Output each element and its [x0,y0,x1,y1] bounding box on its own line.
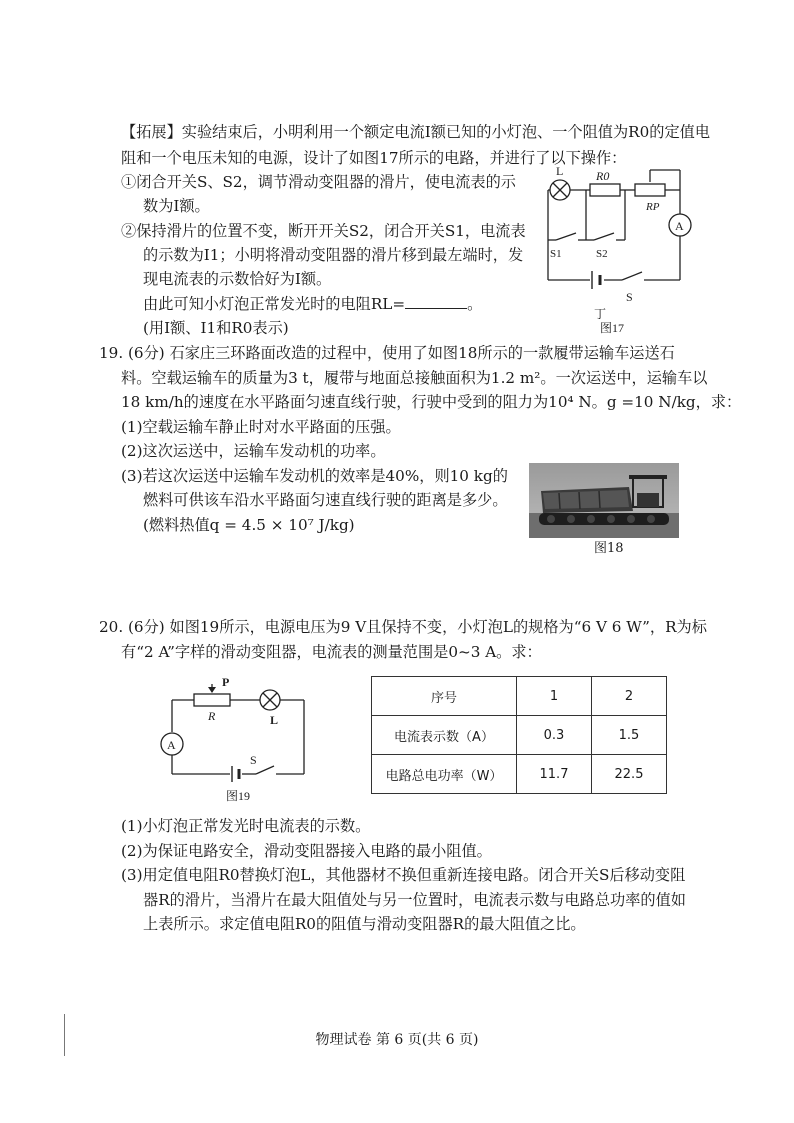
extension-step-1: ①闭合开关S、S2，调节滑动变阻器的滑片，使电流表的示 [121,173,516,191]
q20-data-table [371,676,667,794]
extension-step-2-cont-2: 现电流表的示数恰好为I额。 [143,270,332,288]
fig18-caption: 图18 [594,541,624,556]
extension-step-2: ②保持滑片的位置不变，断开开关S2，闭合开关S1，电流表 [121,222,526,240]
table-cell: 电路总电功率（W） [372,755,517,794]
conclusion-text: 由此可知小灯泡正常发光时的电阻RL= [143,295,406,313]
extension-hint: (用I额、I1和R0表示) [143,319,289,337]
rp-resistor [635,184,665,196]
table-header-cell: 2 [592,677,667,716]
table-header-cell: 1 [517,677,592,716]
fig17-label-rp: RP [646,201,660,213]
extension-line-2: 阻和一个电压未知的电源，设计了如图17所示的电路，并进行了以下操作： [121,149,627,167]
fig19-label-l: L [270,713,279,727]
fig17-label-s: S [626,290,633,304]
table-cell: 1.5 [592,716,667,755]
table-cell: 22.5 [592,755,667,794]
table-row [372,755,667,794]
q19-line-1: 19. (6分) 石家庄三环路面改造的过程中，使用了如图18所示的一款履带运输车运送石 [99,344,675,362]
fig19-label-a: A [167,738,176,752]
extension-conclusion [143,294,482,314]
fig17-caption: 图17 [600,321,625,335]
table-header-cell: 序号 [372,677,517,716]
table-cell: 0.3 [517,716,592,755]
conclusion-end: 。 [467,295,483,313]
q20-part-3-cont-2: 上表所示。求定值电阻R0的阻值与滑动变阻器R的最大阻值之比。 [143,915,586,933]
q20-line-1: 20. (6分) 如图19所示，电源电压为9 V且保持不变，小灯泡L的规格为“6 V 6 W”，R为标 [99,618,707,636]
q19-part-3-cont: 燃料可供该车沿水平路面匀速直线行驶的距离是多少。 [143,491,508,509]
q20-part-3: (3)用定值电阻R0替换灯泡L，其他器材不换但重新连接电路。闭合开关S后移动变阻 [121,866,686,884]
page-footer: 物理试卷 第 6 页(共 6 页) [315,1032,479,1048]
fig17-label-a: A [675,219,684,233]
figure-18-truck-photo [529,463,679,538]
table-header-row [372,677,667,716]
q19-heat-value: (燃料热值q = 4.5 × 10⁷ J/kg) [143,516,355,534]
fig19-label-s: S [250,753,257,767]
q19-line-3: 18 km/h的速度在水平路面匀速直线行驶，行驶中受到的阻力为10⁴ N。g =10 N/kg，求： [121,393,742,411]
extension-line-1: 【拓展】实验结束后，小明利用一个额定电流I额已知的小灯泡、一个阻值为R0的定值电 [121,123,711,141]
figure-17-circuit [530,160,700,340]
q19-part-3: (3)若这次运送中运输车发动机的效率是40%，则10 kg的 [121,467,508,485]
fig19-label-p: P [222,675,230,689]
q19-line-2: 料。空载运输车的质量为3 t，履带与地面总接触面积为1.2 m²。一次运送中，运输车以 [121,369,708,387]
q19-part-1: (1)空载运输车静止时对水平路面的压强。 [121,418,401,436]
table-row [372,716,667,755]
table-cell: 11.7 [517,755,592,794]
figure-19-circuit [150,672,310,807]
fig19-label-r: R [208,709,216,723]
q20-part-1: (1)小灯泡正常发光时电流表的示数。 [121,817,371,835]
answer-blank[interactable] [405,294,467,309]
fig19-caption: 图19 [226,789,251,803]
extension-step-2-cont-1: 的示数为I1；小明将滑动变阻器的滑片移到最左端时，发 [143,246,524,264]
fig17-label-s1: S1 [550,248,562,260]
q20-part-2: (2)为保证电路安全，滑动变阻器接入电路的最小阻值。 [121,842,492,860]
fig17-sublabel: 丁 [594,307,607,321]
table-cell: 电流表示数（A） [372,716,517,755]
r0-resistor [590,184,620,196]
q19-part-2: (2)这次运送中，运输车发动机的功率。 [121,442,386,460]
extension-step-1-cont: 数为I额。 [143,197,210,215]
q20-line-2: 有“2 A”字样的滑动变阻器，电流表的测量范围是0~3 A。求： [121,643,542,661]
rheostat-r [194,694,230,706]
fig17-label-s2: S2 [596,248,608,260]
q20-part-3-cont-1: 器R的滑片，当滑片在最大阻值处与另一位置时，电流表示数与电路总功率的值如 [143,891,686,909]
fig17-label-l: L [556,164,564,178]
fig17-label-r0: R0 [596,169,610,183]
